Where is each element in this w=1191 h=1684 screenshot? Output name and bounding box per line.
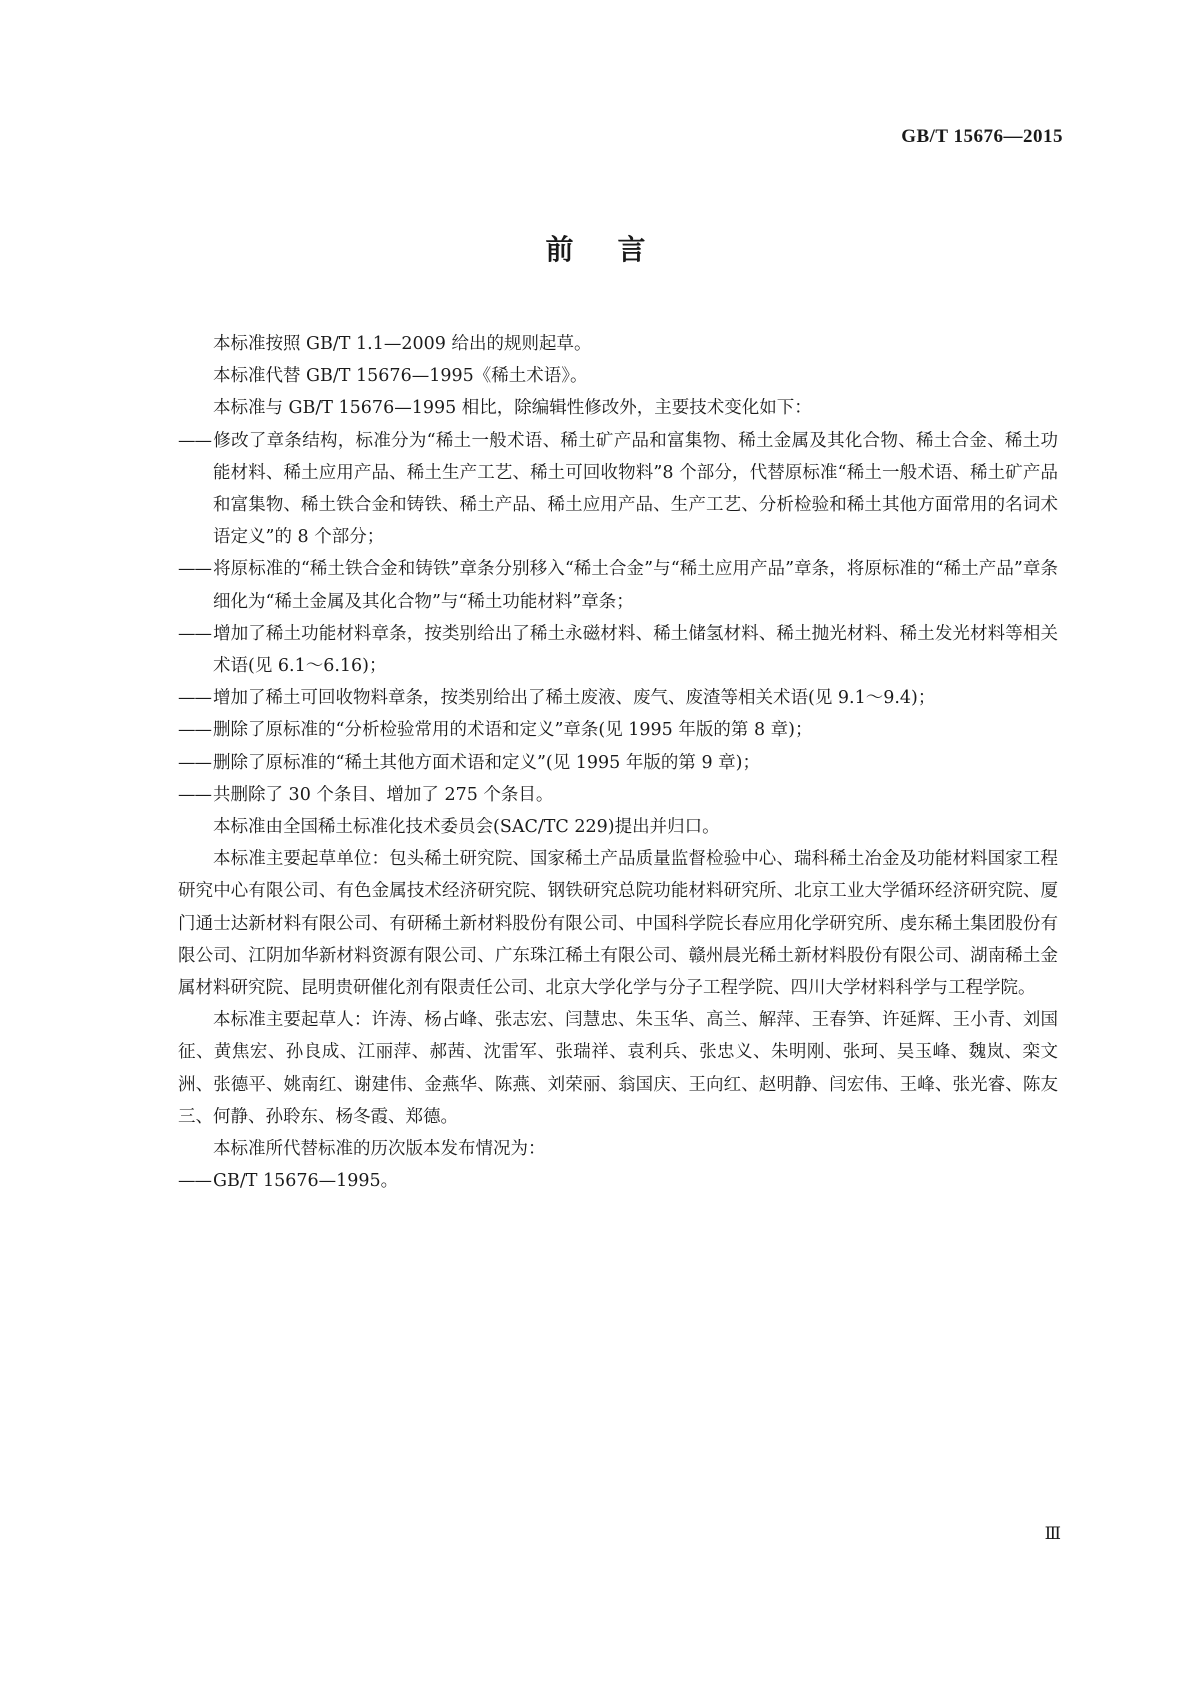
change-item: [178, 553, 1058, 617]
paragraph-replaces: 本标准代替 GB/T 15676—1995《稀土术语》。: [213, 366, 588, 387]
change-item: [178, 779, 1058, 811]
change-item: [178, 714, 1058, 746]
change-text: 共删除了 30 个条目、增加了 275 个条目。: [213, 784, 554, 805]
paragraph-history-intro: 本标准所代替标准的历次版本发布情况为：: [213, 1139, 546, 1160]
page-title: 前言: [545, 233, 690, 266]
dash-mark: ——: [178, 430, 211, 451]
change-item: [178, 618, 1058, 682]
dash-mark: ——: [178, 623, 211, 644]
change-item: [178, 682, 1058, 714]
paragraph-drafters: 本标准主要起草人：许涛、杨占峰、张志宏、闫慧忠、朱玉华、高兰、解萍、王春笋、许延辉、王小青、刘国征、黄焦宏、孙良成、江丽萍、郝茜、沈雷军、张瑞祥、袁利兵、张忠义、朱明刚、张珂、吴玉峰、魏岚、栾文洲、张德平、姚南红、谢建伟、金燕华、陈燕、刘荣丽、翁国庆、王向红、赵明静、闫宏伟、王峰、张光睿、陈友三、何静、孙聆东、杨冬霞、郑德。: [178, 1010, 1058, 1127]
paragraph-drafting-rules: 本标准按照 GB/T 1.1—2009 给出的规则起草。: [213, 334, 592, 354]
standard-code: GB/T 15676—2015: [901, 126, 1063, 147]
paragraph-changes-intro: 本标准与 GB/T 15676—1995 相比，除编辑性修改外，主要技术变化如下：: [213, 398, 812, 419]
document-body: [178, 328, 1058, 1197]
dash-mark: ——: [178, 720, 211, 741]
dash-mark: ——: [178, 1171, 211, 1192]
history-item: [178, 1165, 1058, 1197]
dash-mark: ——: [178, 784, 211, 805]
change-text: 删除了原标准的“分析检验常用的术语和定义”章条(见 1995 年版的第 8 章)；: [213, 720, 813, 741]
change-item: [178, 425, 1058, 554]
paragraph-committee: 本标准由全国稀土标准化技术委员会(SAC/TC 229)提出并归口。: [213, 817, 720, 838]
change-text: 将原标准的“稀土铁合金和铸铁”章条分别移入“稀土合金”与“稀土应用产品”章条，将原标准的“稀土产品”章条细化为“稀土金属及其化合物”与“稀土功能材料”章条；: [213, 559, 1058, 612]
history-text: GB/T 15676—1995。: [213, 1171, 399, 1192]
change-item: [178, 747, 1058, 779]
paragraph-drafting-units: 本标准主要起草单位：包头稀土研究院、国家稀土产品质量监督检验中心、瑞科稀土冶金及功能材料国家工程研究中心有限公司、有色金属技术经济研究院、钢铁研究总院功能材料研究所、北京工业大学循环经济研究院、厦门通士达新材料有限公司、有研稀土新材料股份有限公司、中国科学院长春应用化学研究所、虔东稀土集团股份有限公司、江阴加华新材料资源有限公司、广东珠江稀土有限公司、赣州晨光稀土新材料股份有限公司、湖南稀土金属材料研究院、昆明贵研催化剂有限责任公司、北京大学化学与分子工程学院、四川大学材料科学与工程学院。: [178, 849, 1058, 999]
change-text: 修改了章条结构，标准分为“稀土一般术语、稀土矿产品和富集物、稀土金属及其化合物、稀土合金、稀土功能材料、稀土应用产品、稀土生产工艺、稀土可回收物料”8 个部分，代替原标准“稀土一般术语、稀土矿产品和富集物、稀土铁合金和铸铁、稀土产品、稀土应用产品、生产工艺、分析检验和稀土其他方面常用的名词术语定义”的 8 个部分；: [213, 430, 1058, 548]
change-text: 增加了稀土功能材料章条，按类别给出了稀土永磁材料、稀土储氢材料、稀土抛光材料、稀土发光材料等相关术语(见 6.1～6.16)；: [213, 623, 1058, 677]
page-number: Ⅲ: [1044, 1524, 1061, 1543]
dash-mark: ——: [178, 559, 211, 580]
dash-mark: ——: [178, 752, 211, 773]
change-text: 增加了稀土可回收物料章条，按类别给出了稀土废液、废气、废渣等相关术语(见 9.1～9.4)；: [213, 688, 936, 709]
dash-mark: ——: [178, 688, 211, 709]
change-text: 删除了原标准的“稀土其他方面术语和定义”(见 1995 年版的第 9 章)；: [213, 752, 760, 773]
